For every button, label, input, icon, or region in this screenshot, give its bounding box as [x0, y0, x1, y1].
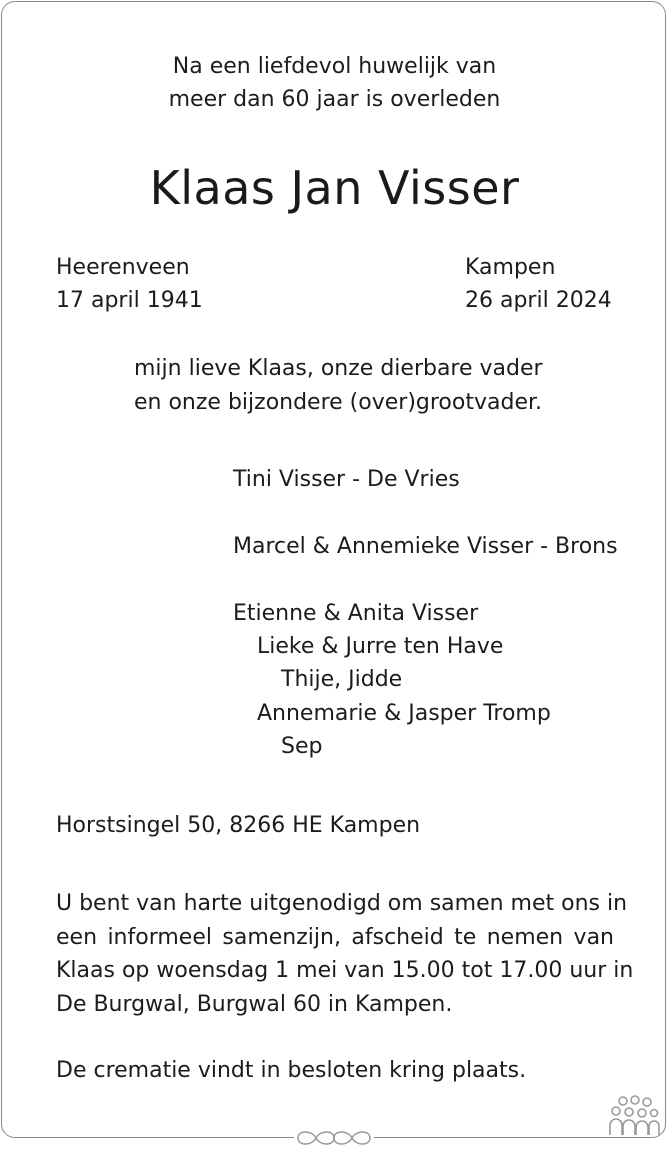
infinity-ornament-icon — [294, 1126, 374, 1150]
birth-place: Heerenveen — [56, 255, 190, 280]
intro-line-2: meer dan 60 jaar is overleden — [168, 87, 501, 112]
invitation-line: U bent van harte uitgenodigd om samen met ons in — [56, 891, 628, 916]
family-member: Marcel & Annemieke Visser - Brons — [233, 534, 618, 559]
tribute-line-2: en onze bijzondere (over)grootvader. — [134, 390, 542, 415]
people-group-icon — [608, 1095, 660, 1139]
death-place: Kampen — [465, 255, 556, 280]
invitation-paragraph — [56, 887, 634, 1021]
family-member: Thije, Jidde — [281, 667, 403, 692]
family-member: Tini Visser - De Vries — [233, 467, 460, 492]
intro-line-1: Na een liefdevol huwelijk van — [172, 54, 497, 79]
deceased-name: Klaas Jan Visser — [149, 161, 520, 215]
cremation-note: De crematie vindt in besloten kring plaats. — [56, 1058, 527, 1083]
invitation-line: De Burgwal, Burgwal 60 in Kampen. — [56, 991, 453, 1017]
family-member: Annemarie & Jasper Tromp — [257, 701, 551, 726]
address: Horstsingel 50, 8266 HE Kampen — [56, 813, 421, 838]
invitation-line: een informeel samenzijn, afscheid te nemen van — [56, 924, 614, 950]
birth-date: 17 april 1941 — [56, 288, 203, 313]
family-member: Lieke & Jurre ten Have — [257, 634, 504, 659]
death-date: 26 april 2024 — [465, 288, 612, 313]
invitation-line: Klaas op woensdag 1 mei van 15.00 tot 17.00 uur in — [56, 958, 634, 983]
family-member: Sep — [281, 734, 323, 759]
tribute-line-1: mijn lieve Klaas, onze dierbare vader — [134, 356, 543, 381]
family-member: Etienne & Anita Visser — [233, 601, 479, 626]
